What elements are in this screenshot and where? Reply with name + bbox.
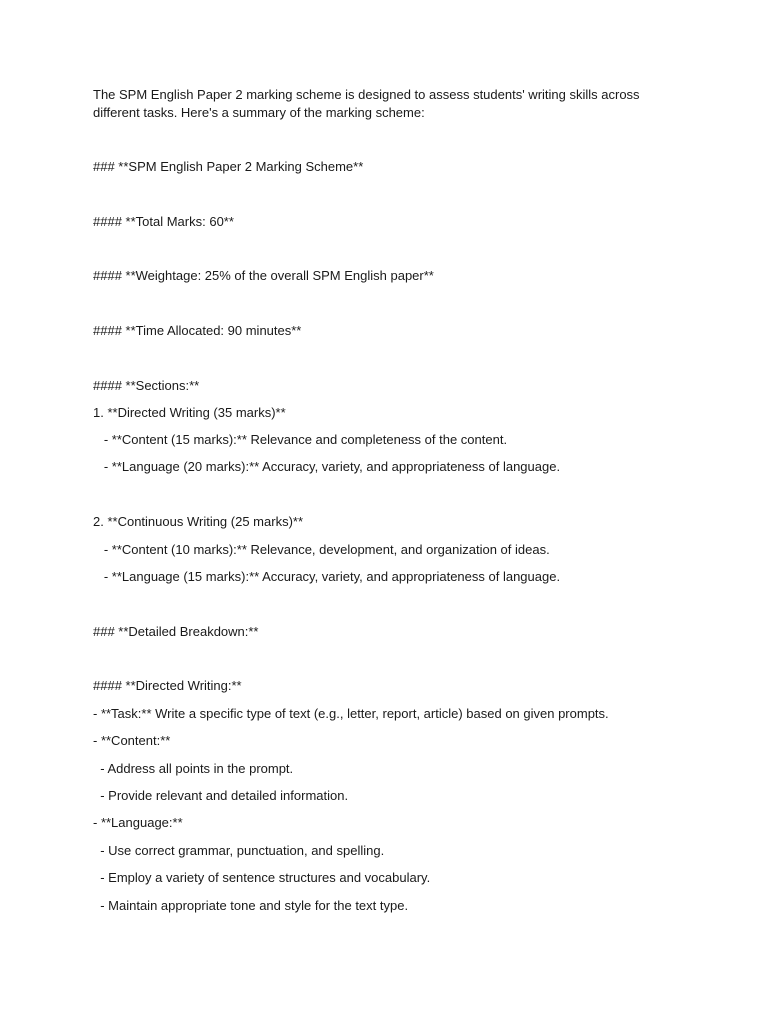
- heading-directed-writing: #### **Directed Writing:**: [93, 678, 242, 693]
- language-point-2: - Employ a variety of sentence structures and vocabulary.: [93, 870, 431, 885]
- continuous-content-item: - **Content (10 marks):** Relevance, development, and organization of ideas.: [93, 542, 550, 557]
- content-point-2: - Provide relevant and detailed information.: [93, 788, 349, 803]
- content-point-1: - Address all points in the prompt.: [93, 761, 294, 776]
- heading-time-allocated: #### **Time Allocated: 90 minutes**: [93, 323, 302, 338]
- intro-paragraph: The SPM English Paper 2 marking scheme is designed to assess students' writing skills across different tasks. Here's a summary of the marking scheme:: [93, 87, 640, 120]
- continuous-language-item: - **Language (15 marks):** Accuracy, variety, and appropriateness of language.: [93, 569, 561, 584]
- section-directed-writing: 1. **Directed Writing (35 marks)**: [93, 405, 286, 420]
- directed-language-item: - **Language (20 marks):** Accuracy, variety, and appropriateness of language.: [93, 459, 561, 474]
- section-continuous-writing: 2. **Continuous Writing (25 marks)**: [93, 514, 304, 529]
- language-point-1: - Use correct grammar, punctuation, and spelling.: [93, 843, 385, 858]
- directed-content-item: - **Content (15 marks):** Relevance and completeness of the content.: [93, 432, 508, 447]
- heading-marking-scheme: ### **SPM English Paper 2 Marking Scheme**: [93, 159, 364, 174]
- language-heading-item: - **Language:**: [93, 815, 183, 830]
- language-point-3: - Maintain appropriate tone and style for the text type.: [93, 898, 409, 913]
- heading-weightage: #### **Weightage: 25% of the overall SPM English paper**: [93, 268, 434, 283]
- heading-sections: #### **Sections:**: [93, 378, 200, 393]
- content-heading-item: - **Content:**: [93, 733, 171, 748]
- heading-total-marks: #### **Total Marks: 60**: [93, 214, 234, 229]
- heading-detailed-breakdown: ### **Detailed Breakdown:**: [93, 624, 259, 639]
- task-item: - **Task:** Write a specific type of text (e.g., letter, report, article) based on given prompts.: [93, 706, 609, 721]
